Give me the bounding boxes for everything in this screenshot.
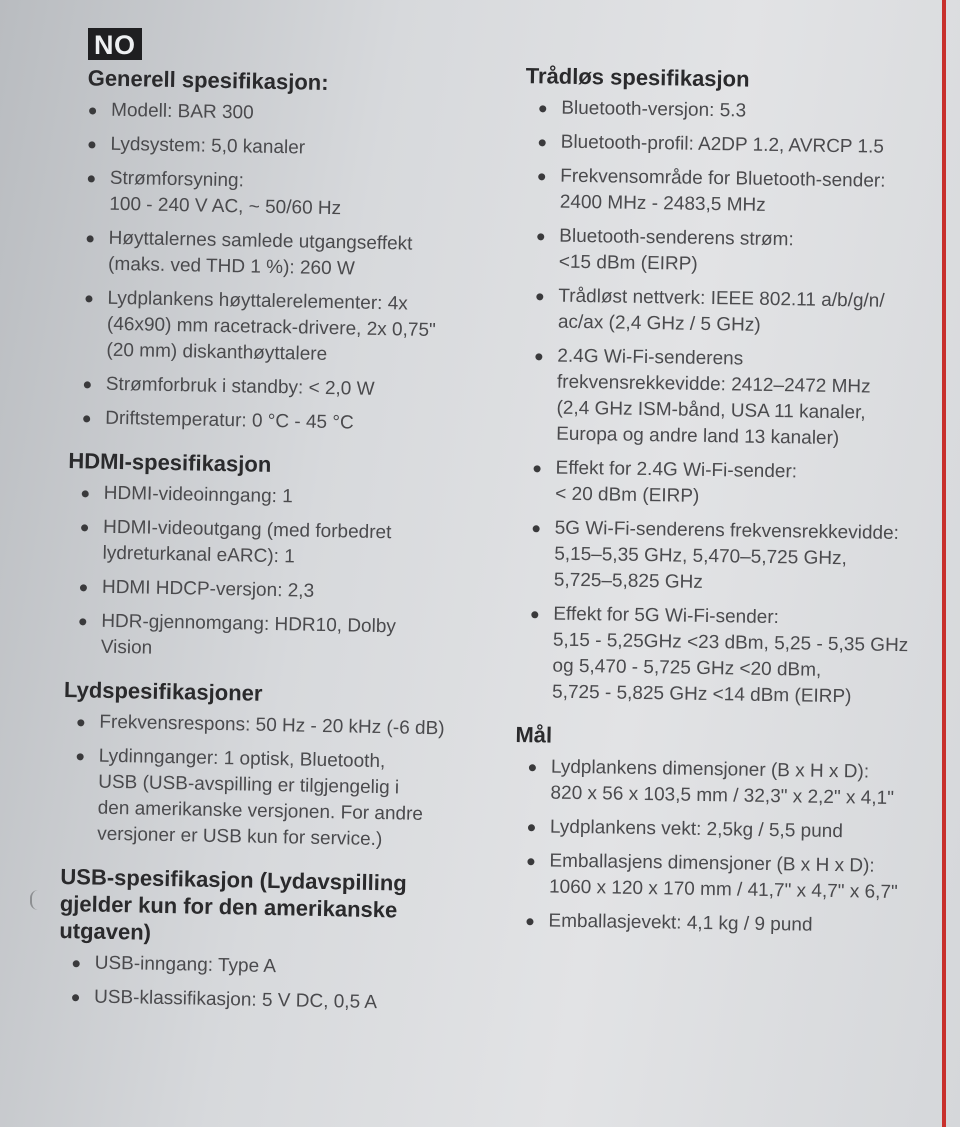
spec-line: Høyttalernes samlede utgangseffekt <box>108 227 413 255</box>
bullet-icon <box>88 175 95 182</box>
spec-line: (20 mm) diskanthøyttalere <box>106 339 328 365</box>
spec-line: lydreturkanal eARC): 1 <box>102 542 295 568</box>
list-item <box>57 709 497 743</box>
spec-line: HDR-gjennomgang: HDR10, Dolby <box>101 610 397 638</box>
spec-line: ac/ax (2,4 GHz / 5 GHz) <box>557 311 761 336</box>
bullet-icon <box>88 141 95 148</box>
bullet-icon <box>79 618 86 625</box>
list-item <box>516 283 937 342</box>
list-item <box>512 515 933 600</box>
left-column <box>52 64 510 1034</box>
spec-line: USB-klassifikasjon: 5 V DC, 0,5 A <box>93 986 378 1014</box>
bullet-icon <box>528 824 535 831</box>
section-title-general: Generell spesifikasjon: <box>87 65 329 95</box>
section-title-usb <box>53 863 494 952</box>
spec-line: Effekt for 5G Wi-Fi-sender: <box>553 603 780 629</box>
list-item <box>508 754 929 813</box>
spec-line: 2.4G Wi-Fi-senderens <box>557 345 744 370</box>
spec-line: 5G Wi-Fi-senderens frekvensrekkevidde: <box>554 517 900 545</box>
spec-line: (2,4 GHz ISM-bånd, USA 11 kanaler, <box>556 397 866 424</box>
list-item <box>514 343 936 454</box>
list-item <box>59 608 500 668</box>
spec-line: 5,725–5,825 GHz <box>553 569 703 593</box>
spec-line: Strømforbruk i standby: < 2,0 W <box>105 373 375 400</box>
list-item <box>52 950 492 984</box>
list-item <box>52 984 492 1018</box>
list-item <box>64 285 505 371</box>
spec-line: 2400 MHz - 2483,5 MHz <box>559 191 766 216</box>
spec-line: USB (USB-avspilling er tilgjengelig i <box>98 771 400 799</box>
spec-line: Driftstemperatur: 0 °C - 45 °C <box>105 407 354 434</box>
spec-line: HDMI-videoutgang (med forbedret <box>102 516 392 544</box>
spec-line: Frekvensområde for Bluetooth-sender: <box>560 165 886 192</box>
dimensions-spec-list <box>506 754 929 941</box>
section-title-hdmi: HDMI-spesifikasjon <box>68 448 272 477</box>
spec-line: Lydplankens høyttalerelementer: 4x <box>107 287 408 315</box>
list-item <box>67 165 508 225</box>
audio-spec-list <box>55 709 498 855</box>
hdmi-spec-list <box>59 480 502 668</box>
spec-line: Trådløst nettverk: IEEE 802.11 a/b/g/n/ <box>558 285 885 312</box>
bullet-icon <box>531 611 538 618</box>
list-item <box>69 97 509 131</box>
bullet-icon <box>529 764 536 771</box>
list-item <box>60 574 500 608</box>
list-item <box>517 223 938 282</box>
bullet-icon <box>83 415 90 422</box>
list-item <box>506 908 926 941</box>
title-line: utgaven) <box>59 917 152 945</box>
bullet-icon <box>77 719 84 726</box>
page-border-rule <box>942 0 946 1127</box>
spec-line: Lydplankens dimensjoner (B x H x D): <box>550 756 870 783</box>
list-item <box>60 514 501 574</box>
bullet-icon <box>82 490 89 497</box>
spec-line: Strømforsyning: <box>109 167 245 192</box>
bullet-icon <box>537 233 544 240</box>
spec-line: frekvensrekkevidde: 2412–2472 MHz <box>556 371 871 398</box>
spec-line: Emballasjens dimensjoner (B x H x D): <box>549 850 875 877</box>
bullet-icon <box>536 293 543 300</box>
spec-line: 5,15–5,35 GHz, 5,470–5,725 GHz, <box>554 543 847 570</box>
title-line: USB-spesifikasjon (Lydavspilling <box>60 863 407 896</box>
spec-line: Lydinnganger: 1 optisk, Bluetooth, <box>98 745 386 773</box>
bullet-icon <box>538 173 545 180</box>
bullet-icon <box>534 465 541 472</box>
list-item <box>507 848 928 907</box>
list-item <box>64 371 504 405</box>
pencil-mark <box>30 890 40 910</box>
bullet-icon <box>89 107 96 114</box>
list-item <box>63 405 503 439</box>
spec-line: HDMI HDCP-versjon: 2,3 <box>101 576 315 602</box>
spec-line: 100 - 240 V AC, ~ 50/60 Hz <box>109 193 342 220</box>
spec-line: 820 x 56 x 103,5 mm / 32,3" x 2,2" x 4,1" <box>550 782 895 809</box>
bullet-icon <box>81 524 88 531</box>
spec-line: HDMI-videoinngang: 1 <box>103 482 293 508</box>
bullet-icon <box>73 960 80 967</box>
list-item <box>55 743 497 855</box>
spec-line: 1060 x 120 x 170 mm / 41,7" x 4,7" x 6,7" <box>548 876 898 904</box>
title-line: gjelder kun for den amerikanske <box>59 890 398 923</box>
bullet-icon <box>527 858 534 865</box>
bullet-icon <box>539 105 546 112</box>
spec-line: 5,15 - 5,25GHz <23 dBm, 5,25 - 5,35 GHz <box>552 629 909 657</box>
bullet-icon <box>77 753 84 760</box>
spec-line: Bluetooth-profil: A2DP 1.2, AVRCP 1.5 <box>560 131 885 158</box>
spec-line: Effekt for 2.4G Wi-Fi-sender: <box>555 457 798 483</box>
bullet-icon <box>72 994 79 1001</box>
spec-line: Vision <box>100 636 153 659</box>
spec-line: Lydplankens vekt: 2,5kg / 5,5 pund <box>549 816 844 843</box>
bullet-icon <box>535 353 542 360</box>
spec-line: Modell: BAR 300 <box>110 99 254 124</box>
spec-line: Frekvensrespons: 50 Hz - 20 kHz (-6 dB) <box>99 711 445 740</box>
spec-line: Bluetooth-senderens strøm: <box>559 225 794 251</box>
bullet-icon <box>533 525 540 532</box>
list-item <box>66 225 507 285</box>
section-title-wireless: Trådløs spesifikasjon <box>525 63 750 92</box>
right-column <box>506 62 940 956</box>
language-badge: NO <box>88 28 142 60</box>
spec-line: < 20 dBm (EIRP) <box>555 483 700 507</box>
spec-line: den amerikanske versjonen. For andre <box>97 797 424 825</box>
spec-line: 5,725 - 5,825 GHz <14 dBm (EIRP) <box>551 681 852 708</box>
spec-line: USB-inngang: Type A <box>94 952 277 978</box>
spec-line: versjoner er USB kun for service.) <box>97 823 383 851</box>
spec-line: (46x90) mm racetrack-drivere, 2x 0,75" <box>106 313 436 342</box>
list-item <box>519 95 939 128</box>
spec-line: og 5,470 - 5,725 GHz <20 dBm, <box>552 655 822 681</box>
bullet-icon <box>85 295 92 302</box>
usb-spec-list <box>52 950 493 1018</box>
bullet-icon <box>87 235 94 242</box>
list-item <box>513 455 934 514</box>
spec-line: Lydsystem: 5,0 kanaler <box>110 133 306 159</box>
wireless-spec-list <box>510 95 940 712</box>
section-title-audio: Lydspesifikasjoner <box>63 677 263 706</box>
bullet-icon <box>539 139 546 146</box>
general-spec-list <box>63 97 509 439</box>
list-item <box>508 814 928 847</box>
spec-line: Europa og andre land 13 kanaler) <box>555 423 840 450</box>
list-item <box>68 131 508 165</box>
list-item <box>62 480 502 514</box>
bullet-icon <box>84 381 91 388</box>
list-item <box>510 601 932 712</box>
list-item <box>519 129 939 162</box>
spec-line: Bluetooth-versjon: 5.3 <box>561 97 747 122</box>
bullet-icon <box>80 584 87 591</box>
spec-line: <15 dBm (EIRP) <box>558 251 698 275</box>
list-item <box>518 163 939 222</box>
bullet-icon <box>526 918 533 925</box>
spec-line: (maks. ved THD 1 %): 260 W <box>107 253 356 280</box>
section-title-dimensions: Mål <box>515 722 553 748</box>
spec-line: Emballasjevekt: 4,1 kg / 9 pund <box>548 910 813 936</box>
